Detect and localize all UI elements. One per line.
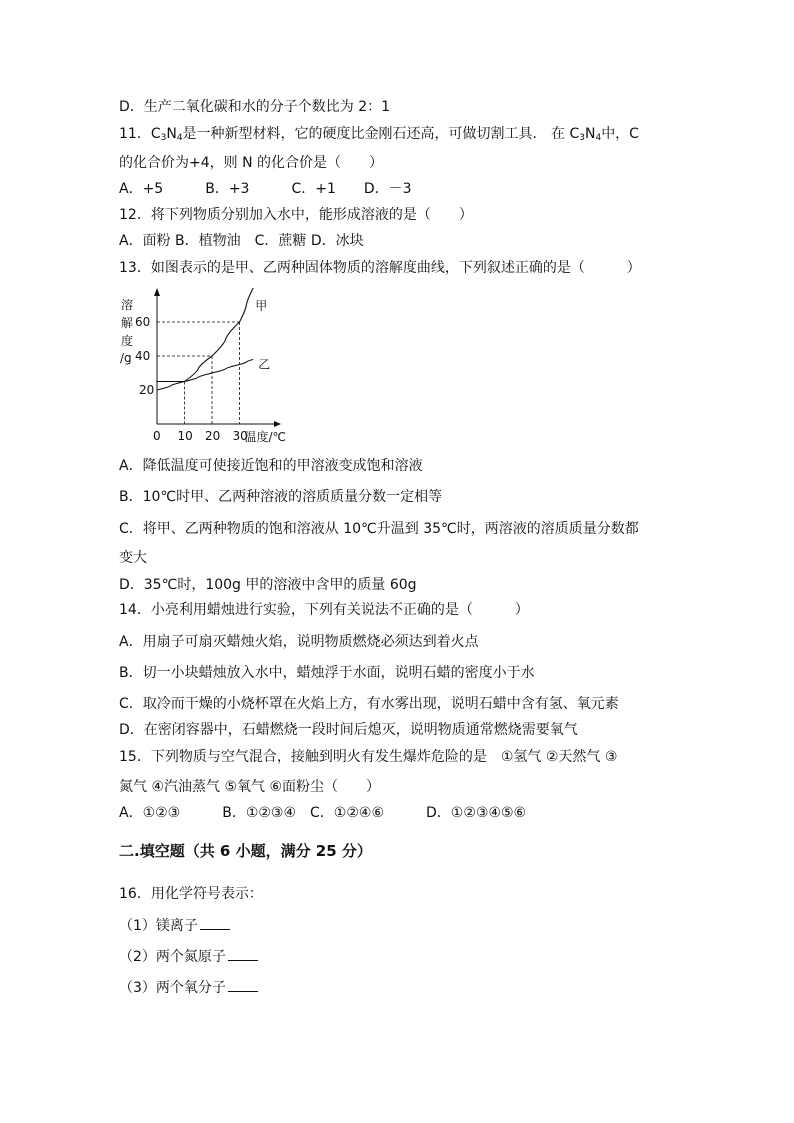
series-label-jia: 甲 (255, 299, 268, 313)
x-tick-label: 10 (177, 429, 193, 443)
q14-option-d: D．在密闭容器中，石蜡燃烧一段时间后熄灭，说明物质通常燃烧需要氧气 (119, 722, 578, 738)
q13-option-d: D．35℃时，100g 甲的溶液中含甲的质量 60g (119, 577, 417, 593)
y-axis-label-1: 溶 (121, 298, 134, 312)
q11-stem-b: 是一种新型材料，它的硬度比金刚石还高，可做切割工具． 在 C (182, 126, 580, 142)
y-axis-arrow (154, 288, 160, 296)
x-tick-label: 0 (153, 429, 161, 443)
q11-options: A．+5 B．+3 C．+1 D．－3 (119, 181, 412, 197)
q13-option-c-line1: C．将甲、乙两种物质的饱和溶液从 10℃升温到 35℃时，两溶液的溶质质量分数都 (119, 521, 639, 537)
y-axis-label-4: /g (120, 351, 132, 365)
q11-mid1: N (166, 126, 177, 142)
y-tick-label: 20 (139, 383, 155, 397)
q10-option-d: D．生产二氧化碳和水的分子个数比为 2：1 (119, 99, 391, 115)
y-axis-label-3: 度 (121, 334, 134, 348)
q11-stem (119, 125, 639, 147)
x-tick-label: 30 (232, 429, 248, 443)
q16-item-label: （3）两个氧分子 (119, 980, 226, 996)
q14-option-a: A．用扇子可扇灭蜡烛火焰，说明物质燃烧必须达到着火点 (119, 634, 479, 650)
series-line-yi (157, 359, 253, 381)
q13-option-a: A．降低温度可使接近饱和的甲溶液变成饱和溶液 (119, 458, 423, 474)
x-axis-label: 温度/℃ (244, 430, 287, 444)
q16-item-3 (119, 979, 258, 997)
q16-stem: 16．用化学符号表示： (119, 886, 263, 902)
q11-sub1: 3 (160, 133, 167, 143)
q15-options: A．①②③ B．①②③④ C．①②④⑥ D．①②③④⑤⑥ (119, 805, 527, 821)
answer-blank (228, 948, 258, 961)
q16-item-label: （2）两个氮原子 (119, 949, 226, 965)
q13-option-c-line2: 变大 (119, 550, 147, 566)
q15-stem-line2: 氮气 ④汽油蒸气 ⑤氧气 ⑥面粉尘（ ） (119, 779, 381, 795)
q11-stem-a: 11．C (119, 126, 161, 142)
q14-option-c: C．取冷而干燥的小烧杯罩在火焰上方，有水雾出现，说明石蜡中含有氢、氧元素 (119, 696, 619, 712)
q12-stem: 12．将下列物质分别加入水中，能形成溶液的是（ ） (119, 207, 473, 223)
q11-stem-line2: 的化合价为+4，则 N 的化合价是（ ） (119, 155, 384, 171)
answer-blank (228, 979, 258, 992)
q12-options: A．面粉 B．植物油 C．蔗糖 D．冰块 (119, 233, 364, 249)
x-tick-label: 20 (205, 429, 221, 443)
q14-option-b: B．切一小块蜡烛放入水中，蜡烛浮于水面，说明石蜡的密度小于水 (119, 665, 535, 681)
y-axis-label-2: 解 (121, 316, 134, 330)
q16-item-2 (119, 948, 258, 966)
answer-blank (200, 917, 230, 930)
q11-sub4: 4 (595, 133, 602, 143)
series-label-yi: 乙 (258, 357, 271, 372)
q16-item-label: （1）镁离子 (119, 918, 198, 934)
q13-stem: 13．如图表示的是甲、乙两种固体物质的溶解度曲线，下列叙述正确的是（ ） (119, 260, 641, 276)
q16-item-1 (119, 917, 230, 935)
q14-stem: 14．小亮利用蜡烛进行实验，下列有关说法不正确的是（ ） (119, 602, 529, 618)
y-tick-label: 40 (135, 349, 151, 363)
q11-sub3: 3 (579, 133, 585, 143)
q15-stem-line1: 15．下列物质与空气混合，接触到明火有发生爆炸危险的是 ①氢气 ②天然气 ③ (119, 749, 618, 765)
section-title: 二.填空题（共 6 小题，满分 25 分） (119, 842, 372, 860)
x-axis-arrow (274, 421, 281, 427)
solubility-chart (119, 285, 319, 447)
q11-stem-c: 中，C (601, 126, 639, 142)
q13-option-b: B．10℃时甲、乙两种溶液的溶质质量分数一定相等 (119, 489, 443, 505)
q11-mid2: N (584, 126, 596, 142)
y-tick-label: 60 (135, 315, 151, 329)
q11-sub2: 4 (176, 133, 183, 143)
